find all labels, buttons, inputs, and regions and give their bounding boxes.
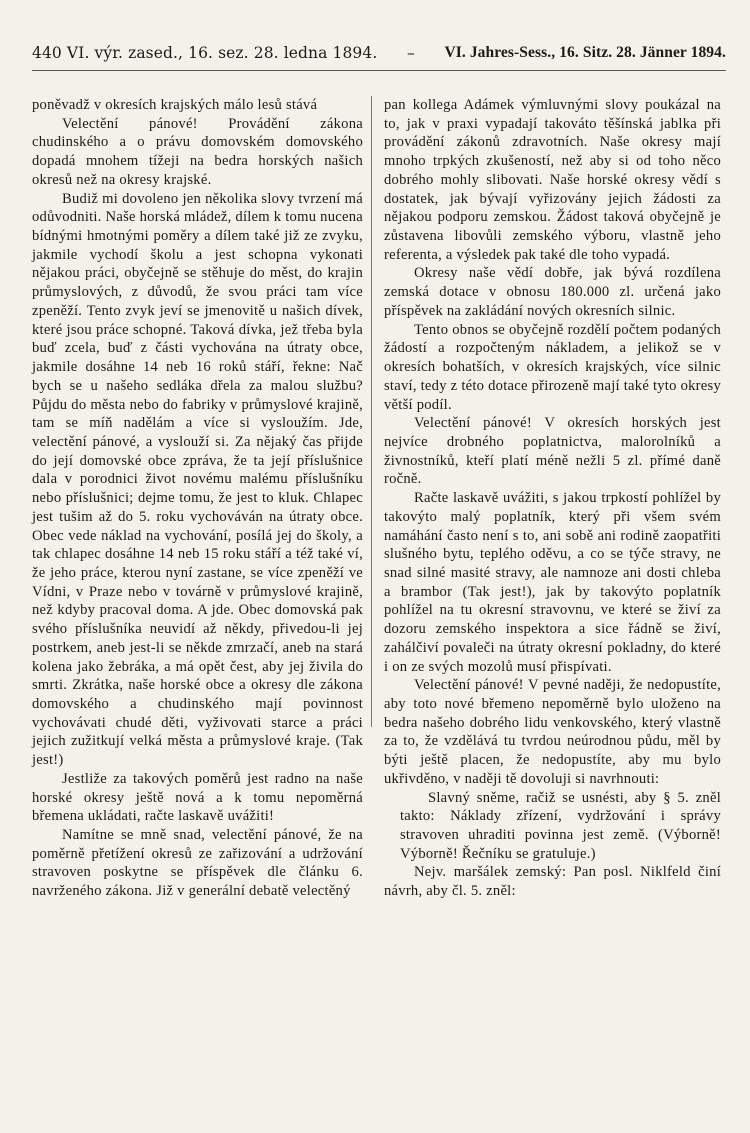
paragraph: Velectění pánové! Provádění zákona chudinského a o právu domovském domovského dopadá mnohem tížeji na bedra horských našich okresů než na okresy krajské. [32,115,363,188]
header-rule [32,70,726,71]
column-divider [371,96,372,727]
paragraph: Budiž mi dovoleno jen několika slovy tvrzení má odůvodniti. Naše horská mládež, dílem k tomu nucena bídnými hmotnými poměry a dílem také již ze zvyku, jakmile vychodí školu a jest schopna vykonati nějakou práci, obyčejně se stěhuje do měst, do krajin průmyslových, z důvodů, že svou práci tam více zpeněží. Tento zvyk jeví se jmenovitě u našich dívek, které jsou práce schopné. Taková dívka, jež třeba byla buď zcela, buď z části vychována na útraty obce, jakmile dosáhne 14 neb 16 roků stáří, řekne: Nač bych se u našeho sedláka dřela za malou službu? Půjdu do města nebo do fabriky v průmyslové krajině, tam se míň nadělám a více si vysloužím. Jde, velectění pánové, a vyslouží si. Za nějaký čas přijde do její domovské obce zpráva, že ta její příslušnice dala v porodnici život novému malému příslušníku nebo příslušnici; dejme tomu, že jest to kluk. Chlapec jest tušim až do 5. roku vychováván na útraty obce. Obec vede náklad na vychování, posílá jej do školy, a tak chlapec dosáhne 14 neb 15 roku stáří a též také ví, že jeho práce, kterou nyní zastane, se více zpeněží ve Vídni, v Praze nebo v továrně v průmyslové krajině, než kdyby pracoval doma. A jde. Obec domovská pak svého příslušníka neuvidí až někdy, přivedou-li jej postrkem, aneb jest-li se někde zmrzačí, aneb na stará kolena jako žebráka, a má opět čest, aby jej živila do smrti. Zkrátka, naše horské obce a okresy dle zákona domovského a chudinského mají povinnost vychovávati chudé děti, vyživovati starce a práci jejich zužitkují velká města a průmyslové kraje. (Tak jest!) [32,190,363,769]
header-german: VI. Jahres-Sess., 16. Sitz. 28. Jänner 1894. [444,44,726,61]
left-column [32,96,363,901]
header-czech [32,44,377,62]
page-header [32,44,726,62]
paragraph: Tento obnos se obyčejně rozdělí počtem podaných žádostí a rozpočteným nákladem, a jelikož se v okresích bohatších, v okresích krajských, více silnic staví, tedy z této dotace přirozeně mají také tyto okresy větší podíl. [384,321,721,413]
right-column [384,96,721,901]
paragraph: Namítne se mně snad, velectění pánové, že na poměrně přetížení okresů ze zařizování a udržování stravoven poskytne se příspěvek dle článku 6. navrženého zákona. Již v generální debatě velectěný [32,827,363,900]
paragraph: Jestliže za takových poměrů jest radno na naše horské okresy ještě nová a k tomu nepoměrná břemena ukládati, račte laskavě uvážiti! [32,770,363,825]
header-separator: – [406,44,415,62]
header-czech-session: VI. výr. zased., 16. sez. 28. ledna 1894. [66,44,378,62]
paragraph: Velectění pánové! V okresích horských jest nejvíce drobného poplatnictva, malorolníků a živnostníků, kteří platí méně nežli 5 zl. přímé daně ročně. [384,415,721,488]
paragraph: pan kollega Adámek výmluvnými slovy poukázal na to, jak v praxi vypadají takováto těšínská jablka při provádění zákonů zdravotních. Naše okresy mají mnoho trpkých zkušeností, než aby si od toho něco dobrého mohly slibovati. Naše horské okresy vědí s dostatek, jak bývají vyřizovány jejich žádosti za nějakou podporu zemskou. Žádost taková obyčejně je zůstavena libovůli zemského výboru, vlastně jeho referenta, a výsledek pak také dle toho vypadá. [384,97,721,263]
page-number: 440 [32,44,62,62]
motion-text: Slavný sněme, račiž se usnésti, aby § 5. zněl takto: Náklady zřízení, vydržování i správy stravoven uhraditi povinna jest země. (Výborně! Výborně! Řečníku se gratuluje.) [400,789,721,862]
paragraph: Okresy naše vědí dobře, jak bývá rozdílena zemská dotace v obnosu 180.000 zl. určená jako příspěvek na zakládání nových okresních silnic. [384,265,721,319]
paragraph: Račte laskavě uvážiti, s jakou trpkostí pohlížel by takovýto malý poplatník, který při všem svém namáhání často není s to, ani sobě ani rodině zaopatřiti slušného bytu, teplého oděvu, a co se týče stravy, ne snad silné masité stravy, ale namnoze ani dosti chleba a brambor (Tak jest!), jak by takovýto poplatník pohlížel na tu okresní stravovnu, ve které se živí za dozoru zemského inspektora a sice řádně se živí, zahálčiví povaleči na útraty okresní pokladny, do které i on ze svých mozolů musí přispívati. [384,490,721,675]
speaker-paragraph: Nejv. maršálek zemský: Pan posl. Niklfeld činí návrh, aby čl. 5. zněl: [384,864,721,900]
paragraph: Velectění pánové! V pevné naději, že nedopustíte, aby toto nové břemeno nepoměrně bylo uloženo na bedra našeho dobrého lidu venkovského, který vlastně za to, že vzdělává tu tvrdou neúrodnou půdu, měl by býti ještě placen, že nedopustíte, aby mu bylo ukřivděno, v naději tě dovoluji si navrhnouti: [384,677,721,787]
paragraph: poněvadž v okresích krajských málo lesů stává [32,97,318,113]
